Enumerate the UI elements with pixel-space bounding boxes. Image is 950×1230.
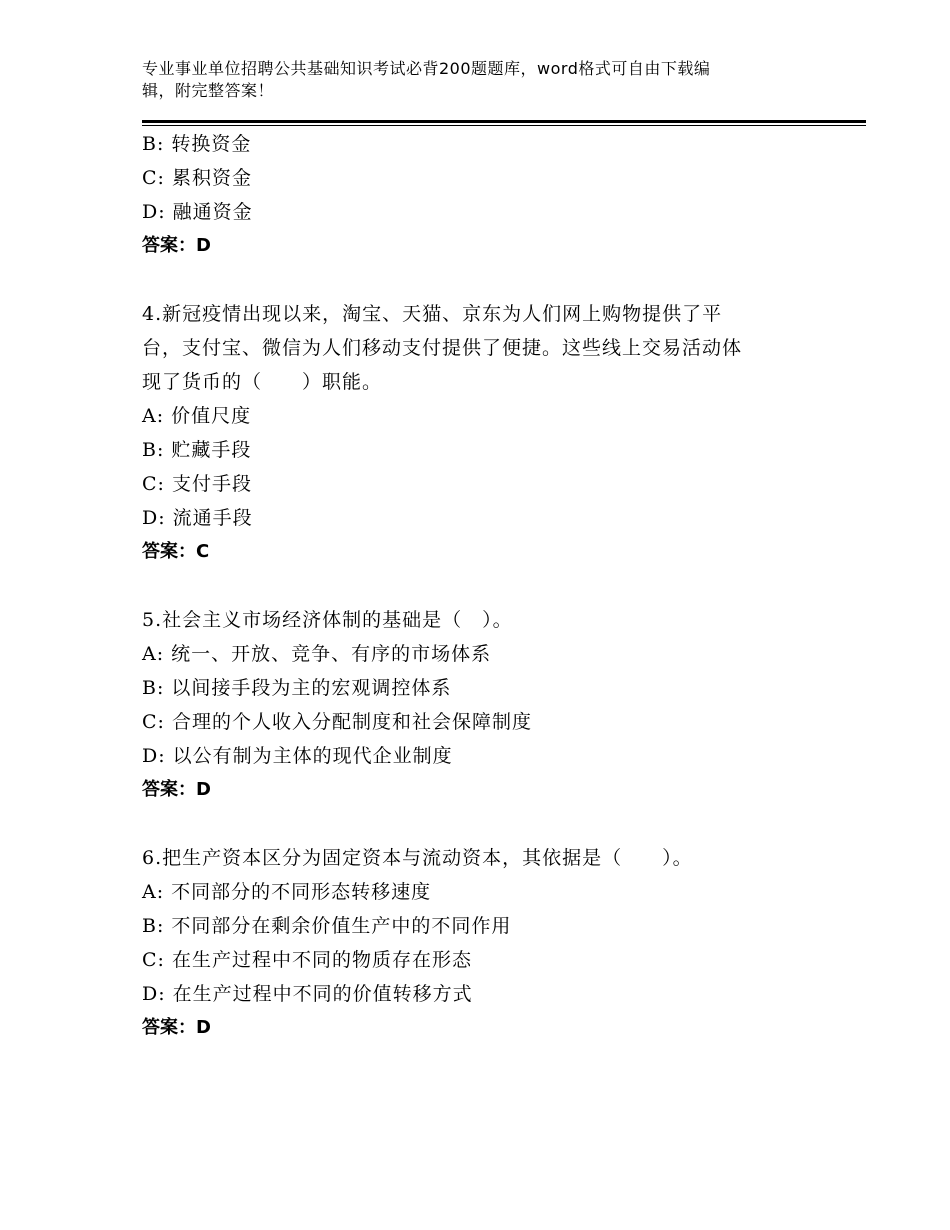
answer-label: 答案：D xyxy=(142,235,211,256)
question-stem: 5.社会主义市场经济体制的基础是（ ）。 xyxy=(142,609,513,631)
header-rule-thick xyxy=(142,120,866,123)
question-stem-line-3: 现了货币的（ ）职能。 xyxy=(142,371,383,393)
question-stem-line-1: 4.新冠疫情出现以来，淘宝、天猫、京东为人们网上购物提供了平 xyxy=(142,303,723,325)
spacer xyxy=(142,807,802,841)
option-b: B: 转换资金 xyxy=(142,133,252,155)
option-b: B: 贮藏手段 xyxy=(142,439,252,461)
option-c: C: 合理的个人收入分配制度和社会保障制度 xyxy=(142,711,532,733)
option-b: B: 不同部分在剩余价值生产中的不同作用 xyxy=(142,915,512,937)
option-a: A: 不同部分的不同形态转移速度 xyxy=(142,881,432,903)
option-d: D: 流通手段 xyxy=(142,507,253,529)
option-c: C: 支付手段 xyxy=(142,473,252,495)
option-d: D: 在生产过程中不同的价值转移方式 xyxy=(142,983,473,1005)
option-c: C: 累积资金 xyxy=(142,167,252,189)
option-a: A: 价值尺度 xyxy=(142,405,252,427)
question-3-tail xyxy=(142,127,802,263)
header-line-1: 专业事业单位招聘公共基础知识考试必背200题题库，word格式可自由下载编 xyxy=(142,59,711,78)
option-d: D: 以公有制为主体的现代企业制度 xyxy=(142,745,453,767)
spacer xyxy=(142,569,802,603)
option-b: B: 以间接手段为主的宏观调控体系 xyxy=(142,677,452,699)
answer-label: 答案：D xyxy=(142,1017,211,1038)
spacer xyxy=(142,263,802,297)
option-c: C: 在生产过程中不同的物质存在形态 xyxy=(142,949,472,971)
page-header xyxy=(142,58,802,102)
question-stem: 6.把生产资本区分为固定资本与流动资本，其依据是（ ）。 xyxy=(142,847,693,869)
question-5 xyxy=(142,603,802,807)
question-list xyxy=(142,127,802,1045)
option-d: D: 融通资金 xyxy=(142,201,253,223)
header-rule-thin xyxy=(142,125,866,126)
question-stem-line-2: 台，支付宝、微信为人们移动支付提供了便捷。这些线上交易活动体 xyxy=(142,337,743,359)
answer-label: 答案：C xyxy=(142,541,210,562)
question-4 xyxy=(142,297,802,569)
answer-label: 答案：D xyxy=(142,779,211,800)
option-a: A: 统一、开放、竞争、有序的市场体系 xyxy=(142,643,492,665)
header-line-2: 辑，附完整答案！ xyxy=(142,81,275,100)
question-6 xyxy=(142,841,802,1045)
